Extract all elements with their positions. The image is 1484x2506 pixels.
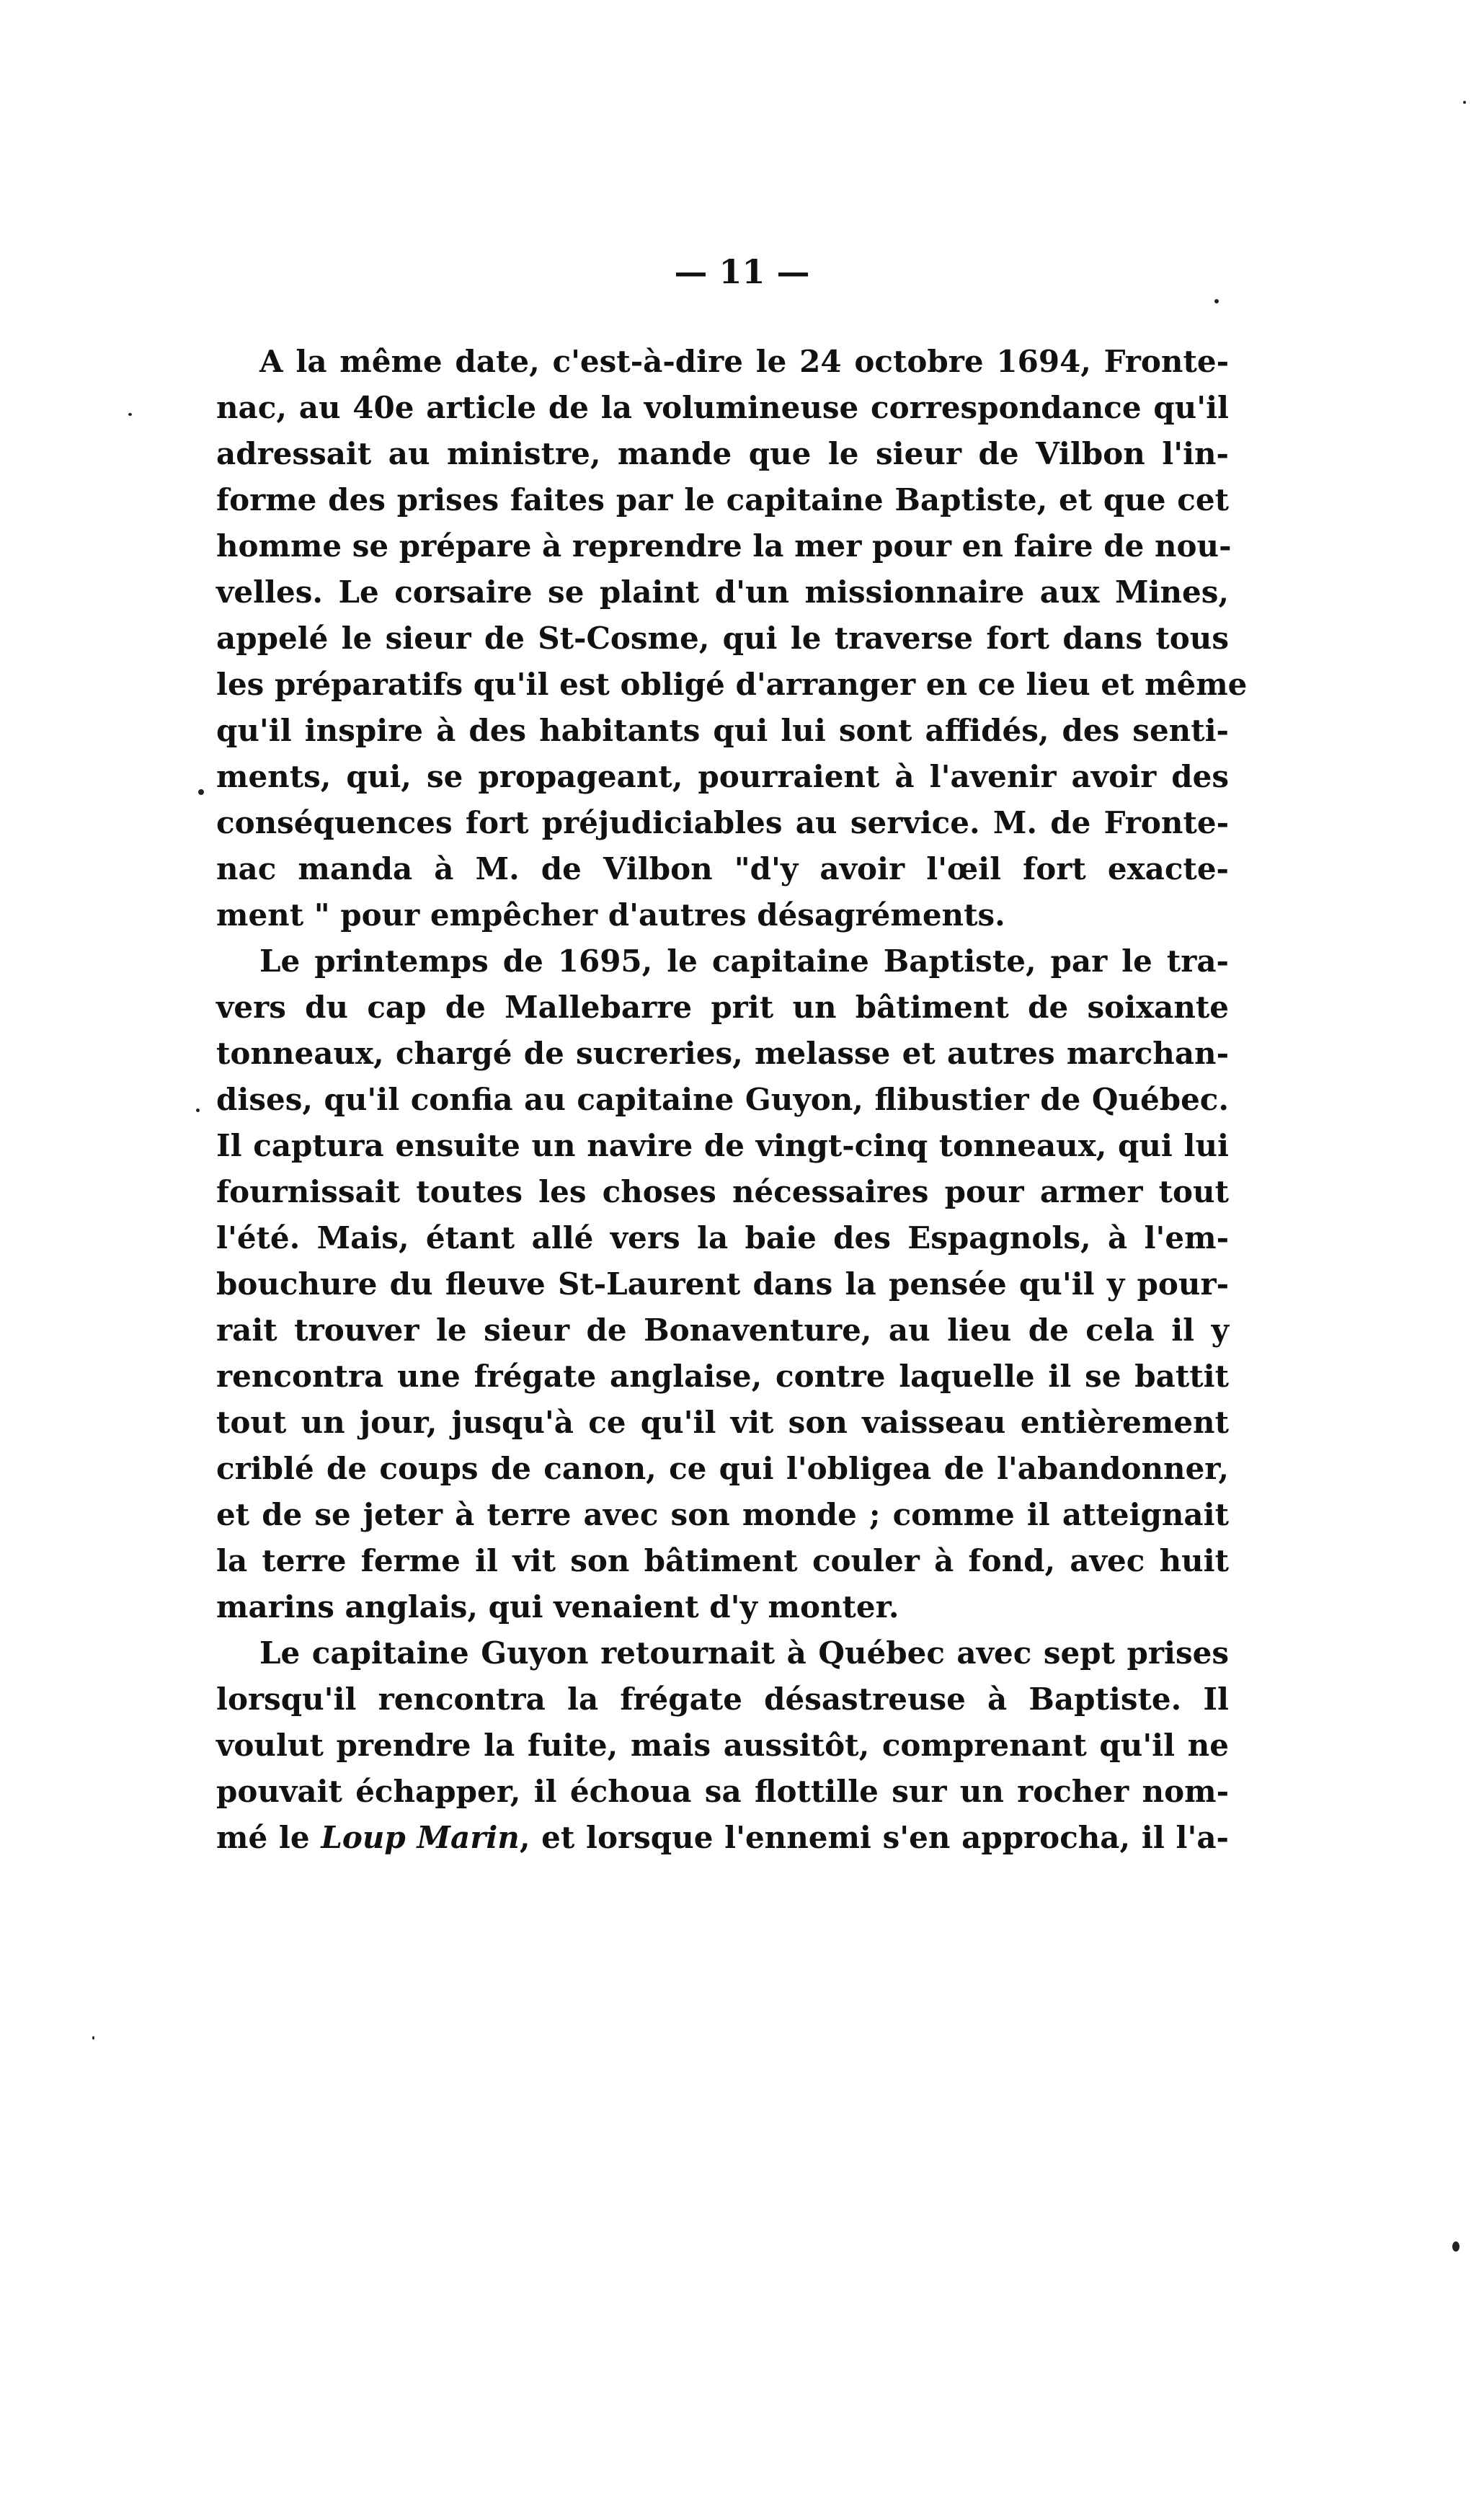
text-line: pouvait échapper, il échoua sa flottille sur un rocher nom-: [216, 1774, 1229, 1809]
text-run: , et lorsque l'ennemi s'en approcha, il l'a-: [519, 1820, 1229, 1855]
paragraph-1: [216, 339, 1248, 938]
text-line: bouchure du fleuve St-Laurent dans la pensée qu'il y pour-: [216, 1266, 1229, 1302]
text-line: conséquences fort préjudiciables au service. M. de Fronte-: [216, 805, 1229, 840]
text-line: vers du cap de Mallebarre prit un bâtiment de soixante: [216, 990, 1229, 1025]
scan-speck: [1452, 2241, 1459, 2252]
scan-speck: [1463, 101, 1466, 104]
text-line: et de se jeter à terre avec son monde ; comme il atteignait: [216, 1497, 1229, 1532]
text-line: A la même date, c'est-à-dire le 24 octobre 1694, Fronte-: [259, 344, 1229, 379]
text-line: nac manda à M. de Vilbon "d'y avoir l'œil fort exacte-: [216, 851, 1229, 887]
text-line: fournissait toutes les choses nécessaires pour armer tout: [216, 1174, 1229, 1209]
text-line: Le capitaine Guyon retournait à Québec avec sept prises: [259, 1635, 1229, 1671]
ship-name-italic: Loup Marin: [321, 1820, 520, 1855]
text-line: marins anglais, qui venaient d'y monter.: [216, 1589, 899, 1625]
scan-speck: [1214, 299, 1219, 303]
text-line: appelé le sieur de St-Cosme, qui le traverse fort dans tous: [216, 621, 1229, 656]
text-line: Le printemps de 1695, le capitaine Baptiste, par le tra-: [259, 943, 1229, 979]
text-line: dises, qu'il confia au capitaine Guyon, flibustier de Québec.: [216, 1082, 1229, 1117]
text-line: rait trouver le sieur de Bonaventure, au lieu de cela il y: [216, 1312, 1229, 1348]
text-line: forme des prises faites par le capitaine Baptiste, et que cet: [216, 482, 1229, 517]
text-line: voulut prendre la fuite, mais aussitôt, comprenant qu'il ne: [216, 1728, 1229, 1763]
text-line: l'été. Mais, étant allé vers la baie des Espagnols, à l'em-: [216, 1220, 1229, 1256]
text-line: homme se prépare à reprendre la mer pour en faire de nou-: [216, 528, 1232, 564]
scan-speck: [196, 1108, 200, 1112]
text-line: nac, au 40e article de la volumineuse correspondance qu'il: [216, 390, 1229, 425]
text-line: rencontra une frégate anglaise, contre laquelle il se battit: [216, 1359, 1229, 1394]
text-line: lorsqu'il rencontra la frégate désastreuse à Baptiste. Il: [216, 1681, 1229, 1717]
scan-speck: [92, 2036, 94, 2040]
paragraph-2: [216, 938, 1229, 1630]
text-line: adressait au ministre, mande que le sieur de Vilbon l'in-: [216, 436, 1229, 471]
text-line: ment " pour empêcher d'autres désagréments.: [216, 897, 1005, 933]
text-line: la terre ferme il vit son bâtiment couler à fond, avec huit: [216, 1543, 1229, 1578]
text-line: tout un jour, jusqu'à ce qu'il vit son vaisseau entièrement: [216, 1405, 1229, 1440]
text-line: Il captura ensuite un navire de vingt-cinq tonneaux, qui lui: [216, 1128, 1229, 1163]
text-run: mé le: [216, 1820, 321, 1855]
page-body: [216, 339, 1248, 1861]
scan-speck: [128, 413, 132, 416]
text-line: les préparatifs qu'il est obligé d'arranger en ce lieu et même: [216, 667, 1248, 702]
text-line: qu'il inspire à des habitants qui lui sont affidés, des senti-: [216, 713, 1229, 748]
text-line: velles. Le corsaire se plaint d'un missionnaire aux Mines,: [216, 574, 1229, 610]
paragraph-3: [216, 1630, 1229, 1861]
text-line: criblé de coups de canon, ce qui l'obligea de l'abandonner,: [216, 1451, 1229, 1486]
text-line: ments, qui, se propageant, pourraient à l'avenir avoir des: [216, 759, 1229, 794]
text-line: tonneaux, chargé de sucreries, melasse et autres marchan-: [216, 1036, 1229, 1071]
text-line: [216, 1815, 1229, 1861]
page-number: — 11 —: [674, 252, 810, 291]
scan-speck: [198, 789, 204, 795]
